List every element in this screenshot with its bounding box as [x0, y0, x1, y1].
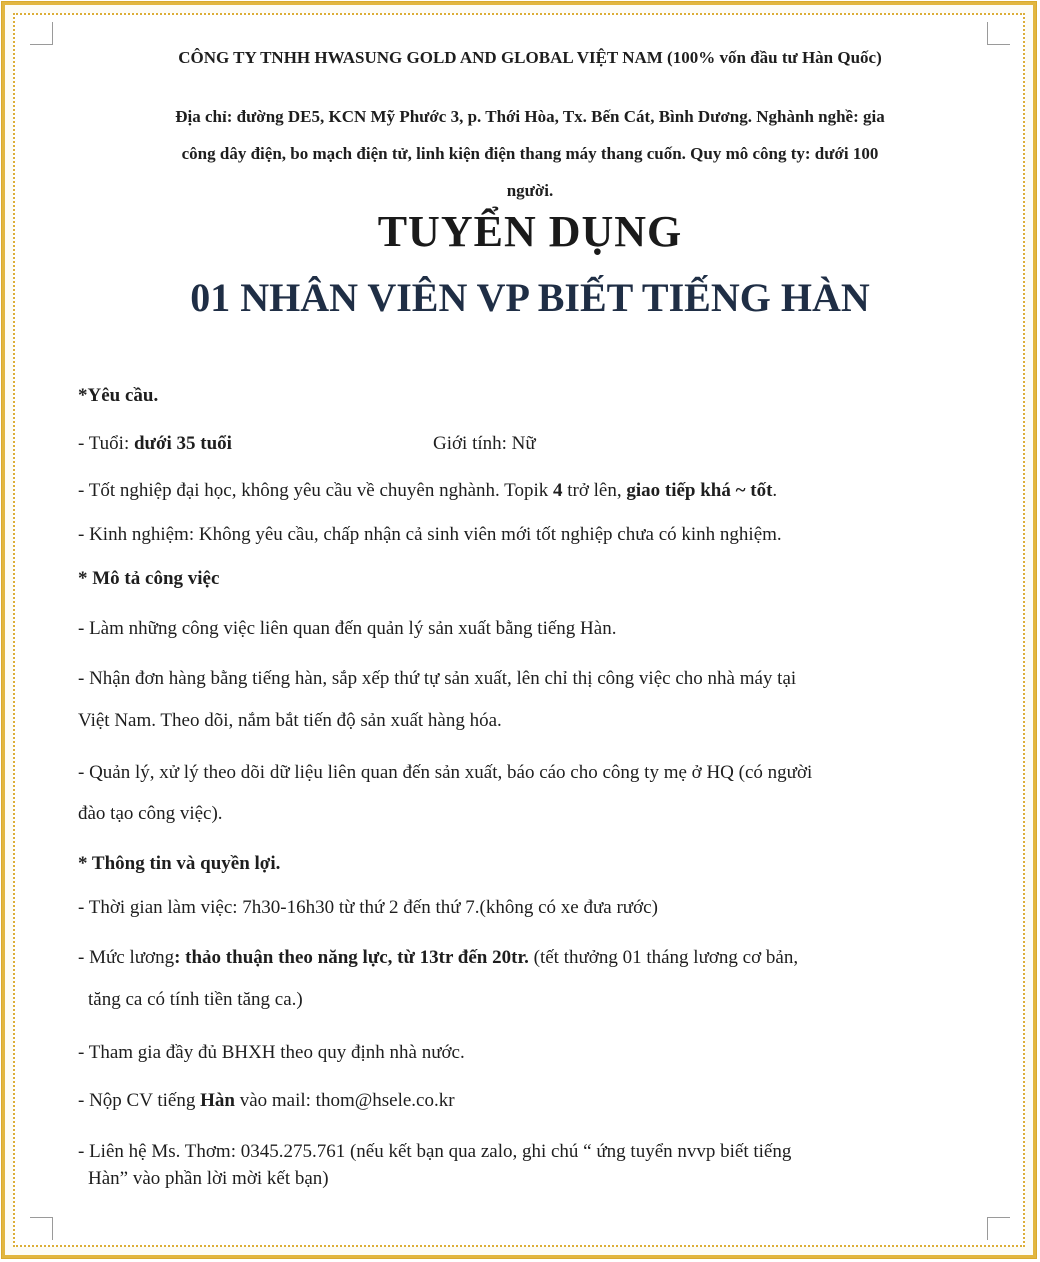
age-requirement: - Tuổi: dưới 35 tuổi	[78, 433, 232, 454]
job-description-heading: * Mô tả công việc	[78, 568, 220, 589]
contact-info: - Liên hệ Ms. Thơm: 0345.275.761 (nếu kết bạn qua zalo, ghi chú “ ứng tuyển nvvp biết tiếng	[78, 1141, 792, 1162]
insurance-info: - Tham gia đầy đủ BHXH theo quy định nhà nước.	[78, 1042, 465, 1063]
education-requirement: - Tốt nghiệp đại học, không yêu cầu về chuyên nghành. Topik 4 trở lên, giao tiếp khá ~ tốt.	[78, 480, 778, 501]
page-corner-mark	[987, 1217, 1010, 1240]
contact-info-continued: Hàn” vào phần lời mời kết bạn)	[88, 1168, 329, 1189]
address-line: người.	[506, 181, 554, 200]
page-corner-mark	[30, 22, 53, 45]
page-corner-mark	[987, 22, 1010, 45]
page-corner-mark	[30, 1217, 53, 1240]
job-description-item: - Nhận đơn hàng bằng tiếng hàn, sắp xếp thứ tự sản xuất, lên chỉ thị công việc cho nhà máy tại	[78, 668, 797, 689]
company-name: CÔNG TY TNHH HWASUNG GOLD AND GLOBAL VIỆT NAM (100% vốn đầu tư Hàn Quốc)	[178, 48, 882, 67]
page-title: TUYỂN DỤNG	[377, 207, 683, 256]
working-hours: - Thời gian làm việc: 7h30-16h30 từ thứ 2 đến thứ 7.(không có xe đưa rước)	[78, 897, 658, 918]
job-description-item: - Quản lý, xử lý theo dõi dữ liệu liên quan đến sản xuất, báo cáo cho công ty mẹ ở HQ (có người	[78, 762, 813, 783]
job-description-item: Việt Nam. Theo dõi, nắm bắt tiến độ sản xuất hàng hóa.	[78, 710, 502, 731]
job-title: 01 NHÂN VIÊN VP BIẾT TIẾNG HÀN	[190, 275, 870, 320]
address-line: công dây điện, bo mạch điện tử, linh kiện điện thang máy thang cuốn. Quy mô công ty: dưới 100	[181, 144, 879, 163]
job-description-item: đào tạo công việc).	[78, 803, 223, 824]
gender-requirement: Giới tính: Nữ	[433, 433, 536, 454]
cv-submission: - Nộp CV tiếng Hàn vào mail: thom@hsele.co.kr	[78, 1090, 455, 1111]
benefits-heading: * Thông tin và quyền lợi.	[78, 853, 281, 874]
company-address	[80, 98, 980, 209]
address-line: Địa chỉ: đường DE5, KCN Mỹ Phước 3, p. Thới Hòa, Tx. Bến Cát, Bình Dương. Nghành nghề: gia	[175, 107, 885, 126]
salary-info-continued: tăng ca có tính tiền tăng ca.)	[88, 989, 303, 1010]
salary-info: - Mức lương: thảo thuận theo năng lực, từ 13tr đến 20tr. (tết thưởng 01 tháng lương cơ bản,	[78, 947, 799, 968]
experience-requirement: - Kinh nghiệm: Không yêu cầu, chấp nhận cả sinh viên mới tốt nghiệp chưa có kinh nghiệm.	[78, 524, 782, 545]
requirements-heading: *Yêu cầu.	[78, 385, 159, 406]
job-description-item: - Làm những công việc liên quan đến quản lý sản xuất bằng tiếng Hàn.	[78, 618, 617, 639]
